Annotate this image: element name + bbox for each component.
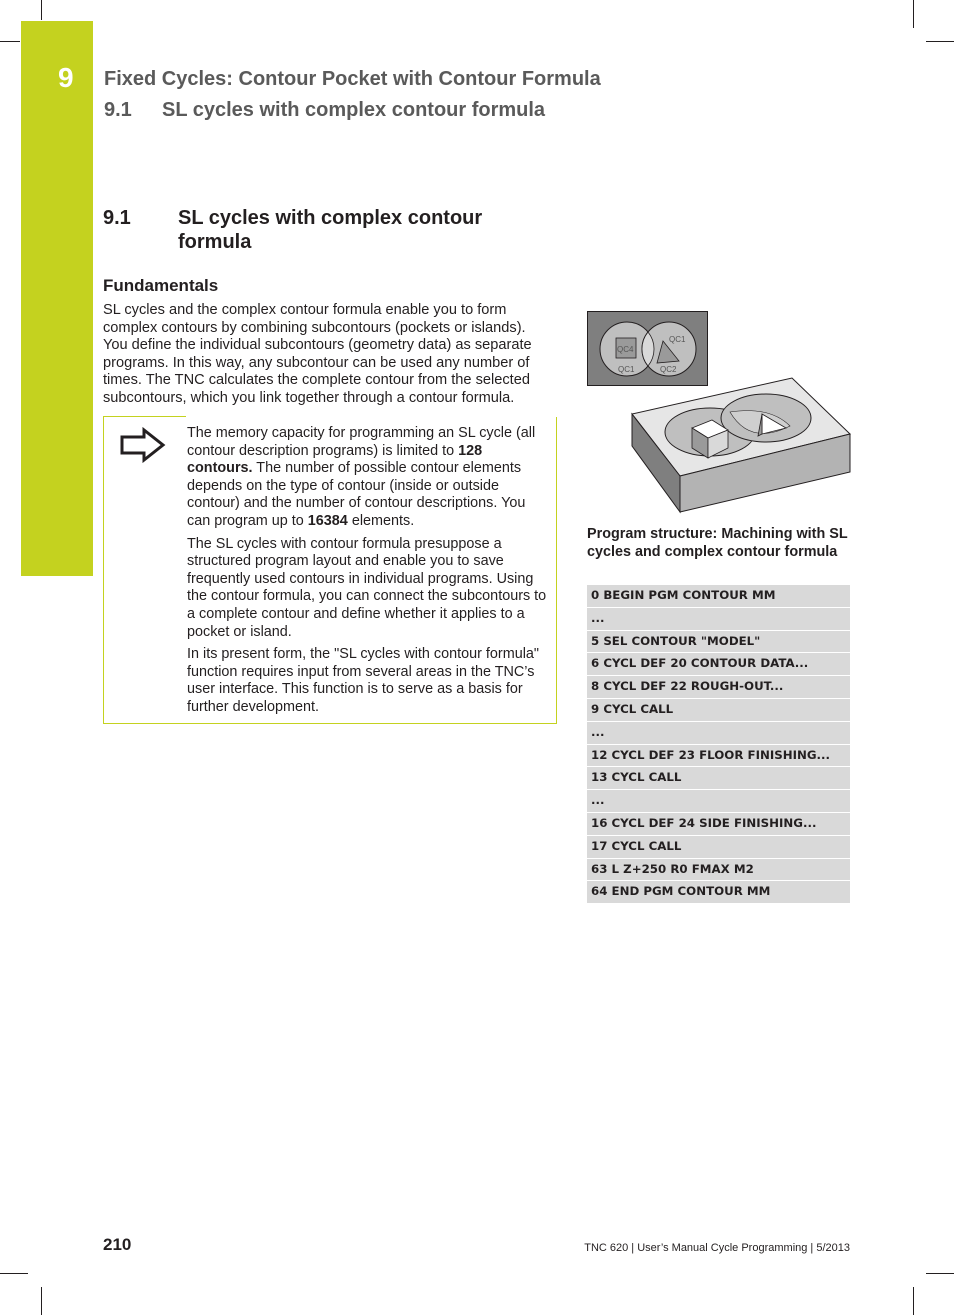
program-line: 5 SEL CONTOUR "MODEL"	[587, 631, 850, 654]
program-line: 6 CYCL DEF 20 CONTOUR DATA...	[587, 653, 850, 676]
running-section-title: SL cycles with complex contour formula	[162, 99, 546, 121]
running-section-header	[104, 99, 546, 122]
note-emphasis: 16384	[307, 512, 348, 529]
program-line: ...	[587, 790, 850, 813]
footer-text: TNC 620 | User’s Manual Cycle Programming | 5/2013	[584, 1242, 850, 1254]
crop-mark	[926, 41, 954, 42]
program-caption: Program structure: Machining with SL cycles and complex contour formula	[587, 526, 848, 560]
arrow-right-icon	[120, 427, 166, 463]
program-line: 0 BEGIN PGM CONTOUR MM	[587, 585, 850, 608]
note-paragraph	[187, 425, 547, 531]
workpiece-3d-figure	[630, 376, 852, 514]
program-line: 8 CYCL DEF 22 ROUGH-OUT...	[587, 676, 850, 699]
program-listing	[587, 585, 850, 904]
section-number: 9.1	[103, 207, 131, 229]
note-emphasis: 128 contours.	[187, 442, 483, 477]
program-line: 16 CYCL DEF 24 SIDE FINISHING...	[587, 813, 850, 836]
running-section-number: 9.1	[104, 99, 132, 121]
crop-mark	[41, 1287, 42, 1315]
program-line: ...	[587, 722, 850, 745]
crop-mark	[913, 0, 914, 28]
crop-mark	[926, 1273, 954, 1274]
program-line: 64 END PGM CONTOUR MM	[587, 881, 850, 904]
program-line: 17 CYCL CALL	[587, 836, 850, 859]
crop-mark	[0, 1273, 28, 1274]
section-title: SL cycles with complex contour formula	[178, 207, 483, 253]
chapter-number: 9	[58, 62, 74, 93]
note-text-run: The number of possible contour elements depends on the type of contour (inside or outside contour) and the number of contour descriptions. You can program up to	[187, 460, 526, 529]
contour-top-view-figure	[587, 311, 708, 386]
note-box	[103, 416, 557, 724]
note-text-run: The memory capacity for programming an SL cycle (all contour description programs) is limited to	[187, 425, 536, 459]
crop-mark	[0, 41, 20, 42]
note-text-run: elements.	[347, 512, 415, 529]
label-qc2: QC2	[660, 365, 677, 374]
program-line: 12 CYCL DEF 23 FLOOR FINISHING...	[587, 745, 850, 768]
note-text	[187, 425, 547, 722]
page-number: 210	[103, 1235, 132, 1254]
program-line: 13 CYCL CALL	[587, 767, 850, 790]
chapter-tab	[21, 21, 93, 576]
note-paragraph: The SL cycles with contour formula presuppose a structured program layout and enable you to save frequently used contours in individual programs. Using the contour formula, you can connect the subcontours to a complete contour and define whether it applies to a pocket or island.	[187, 535, 547, 640]
subsection-title: Fundamentals	[103, 276, 219, 295]
program-line: 9 CYCL CALL	[587, 699, 850, 722]
chapter-title: Fixed Cycles: Contour Pocket with Contour Formula	[104, 68, 601, 90]
label-qc4: QC4	[617, 345, 634, 354]
label-qc1: QC1	[618, 365, 635, 374]
intro-paragraph: SL cycles and the complex contour formula enable you to form complex contours by combining subcontours (pockets or islands). You define the individual subcontours (geometry data) as separate programs. In this way, any subcontour can be used any number of times. The TNC calculates the complete contour from the selected subcontours, which you link together through a contour formula.	[103, 302, 532, 406]
note-paragraph: In its present form, the "SL cycles with contour formula" function requires input from several areas in the TNC’s user interface. This function is to serve as a basis for further development.	[187, 646, 540, 715]
label-qc1-top: QC1	[669, 335, 686, 344]
crop-mark	[41, 0, 42, 20]
crop-mark	[913, 1287, 914, 1315]
program-line: 63 L Z+250 R0 FMAX M2	[587, 859, 850, 882]
program-line: ...	[587, 608, 850, 631]
